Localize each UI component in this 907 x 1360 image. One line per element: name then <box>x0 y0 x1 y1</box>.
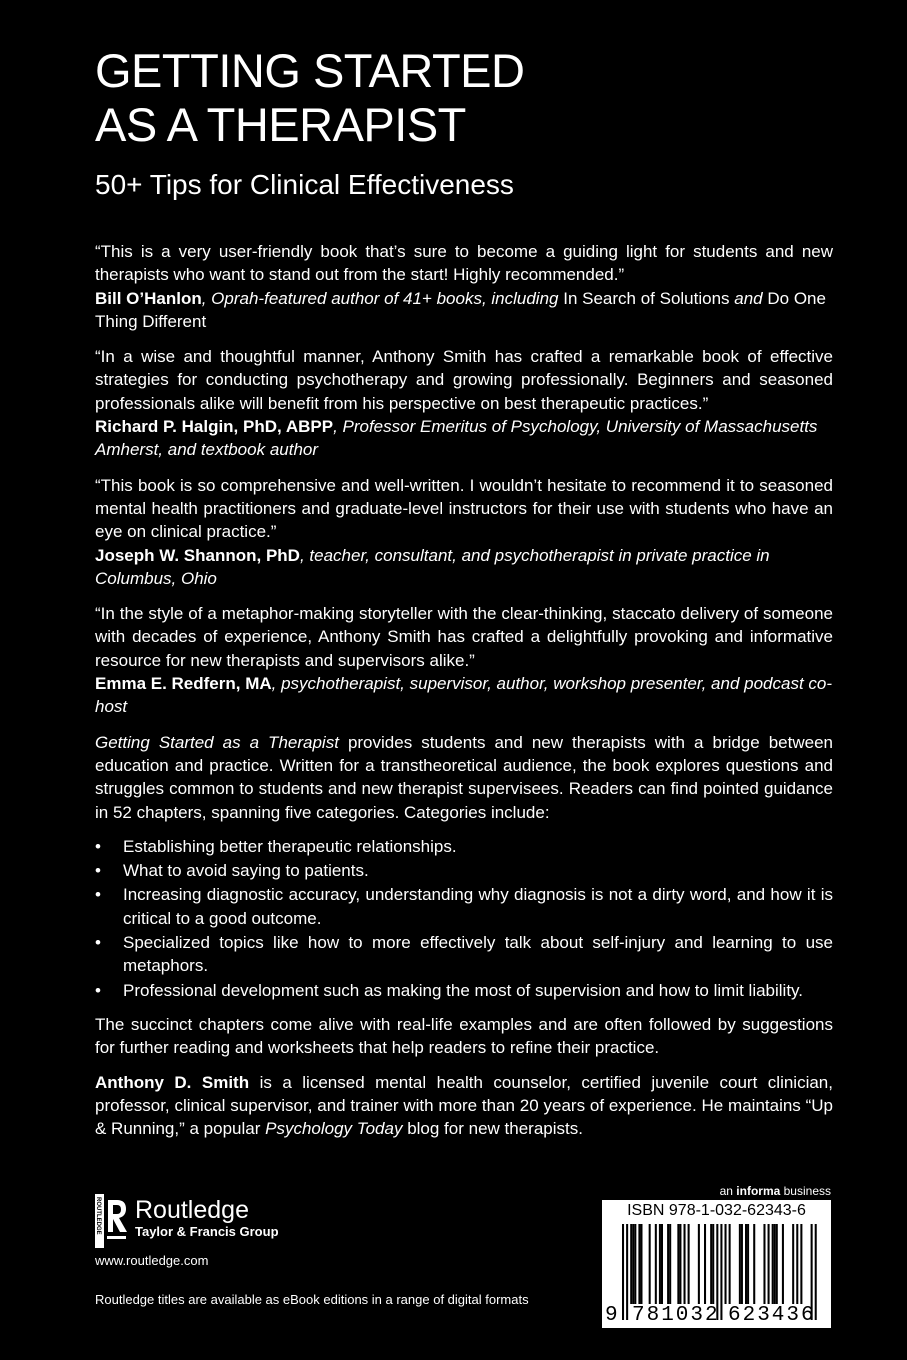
barcode-bar <box>774 1224 776 1304</box>
bullet-icon: • <box>95 980 101 1000</box>
barcode-bar <box>800 1224 802 1304</box>
barcode-digits-group-2: 623436 <box>728 1304 816 1327</box>
endorsement-attribution-2 <box>95 415 833 462</box>
endorser-book-2: Do One Thing Different <box>95 288 826 331</box>
barcode-bar <box>796 1224 798 1304</box>
publisher-website: www.routledge.com <box>95 1253 209 1268</box>
barcode-digits-group-1: 781032 <box>632 1304 720 1327</box>
barcode-bar <box>729 1224 731 1304</box>
list-item <box>95 835 833 858</box>
endorsement-quote-4: “In the style of a metaphor-making storyteller with the clear-thinking, staccato delivery of someone with decades of experience, Anthony Smith has crafted a delightfully provoking and informative resource for new therapists and supervisors alike.” <box>95 604 833 670</box>
publisher-group: Taylor & Francis Group <box>135 1224 279 1239</box>
barcode-bar <box>638 1224 640 1304</box>
publisher-logo <box>95 1194 279 1248</box>
isbn-label: ISBN 978-1-032-62343-6 <box>627 1202 806 1219</box>
endorser-role-1: , Oprah-featured author of 41+ books, including <box>201 288 564 308</box>
author-name: Anthony D. Smith <box>95 1072 250 1092</box>
barcode-bar <box>745 1224 747 1304</box>
barcode-bar <box>698 1224 700 1304</box>
endorser-role-3: , teacher, consultant, and psychotherapist in private practice in Columbus, Ohio <box>95 545 770 588</box>
barcode-bar <box>753 1224 755 1304</box>
ebook-note: Routledge titles are available as eBook editions in a range of digital formats <box>95 1292 529 1307</box>
barcode-bar <box>710 1224 712 1304</box>
category-list <box>95 835 833 1002</box>
barcode-bar <box>688 1224 690 1304</box>
book-description <box>95 731 833 824</box>
endorsement-attribution-3 <box>95 544 833 591</box>
title-line-2: AS A THERAPIST <box>95 98 466 151</box>
barcode-bar <box>792 1224 794 1304</box>
barcode-bar <box>661 1224 663 1304</box>
informa-prefix: an <box>719 1184 737 1198</box>
endorser-book-1: In Search of Solutions <box>563 288 730 308</box>
book-title <box>95 44 524 152</box>
barcode-bar <box>782 1224 784 1304</box>
author-bio-text-2: blog for new therapists. <box>402 1119 583 1139</box>
informa-line <box>720 1184 831 1198</box>
list-item <box>95 883 833 930</box>
barcode-bar <box>776 1224 778 1304</box>
barcode-bar <box>669 1224 671 1304</box>
author-bio <box>95 1071 833 1141</box>
barcode-digit-lead: 9 <box>605 1304 618 1327</box>
barcode-bar <box>763 1224 765 1304</box>
endorser-role-2: , Professor Emeritus of Psychology, University of Massachusetts Amherst, and textbook author <box>95 417 818 460</box>
list-item-text: What to avoid saying to patients. <box>123 861 369 881</box>
cover-copy <box>95 240 833 1151</box>
barcode-bar <box>679 1224 681 1304</box>
isbn-barcode <box>602 1200 831 1328</box>
barcode-bar <box>630 1224 632 1304</box>
bullet-icon: • <box>95 885 101 905</box>
barcode-digits <box>602 1304 831 1326</box>
endorser-name-1: Bill O’Hanlon <box>95 288 202 308</box>
barcode-bar <box>684 1224 686 1304</box>
list-item-text: Professional development such as making the most of supervision and how to limit liability. <box>123 980 804 1000</box>
endorser-name-4: Emma E. Redfern, MA <box>95 674 272 694</box>
barcode-bar <box>704 1224 706 1304</box>
author-bio-text-1: is a licensed mental health counselor, certified juvenile court clinician, professor, clinical supervisor, and trainer with more than 20 years of experience. He maintains “Up & Running,” a popular <box>95 1072 833 1139</box>
description-text: provides students and new therapists with a bridge between education and practice. Written for a transtheoretical audience, the book explores questions and struggles common to students and new therapist supervisees. Readers can find pointed guidance in 52 chapters, spanning five categories. Categories include: <box>95 732 833 822</box>
barcode-bar <box>712 1224 714 1304</box>
list-item <box>95 859 833 882</box>
barcode-bar <box>659 1224 661 1304</box>
list-item <box>95 931 833 978</box>
endorser-and: and <box>729 288 768 308</box>
book-subtitle: 50+ Tips for Clinical Effectiveness <box>95 169 514 200</box>
barcode-bar <box>741 1224 743 1304</box>
endorsement-attribution-4 <box>95 672 833 719</box>
routledge-logo-icon <box>95 1194 129 1248</box>
closing-paragraph: The succinct chapters come alive with real-life examples and are often followed by suggestions for further reading and worksheets that help readers to refine their practice. <box>95 1014 833 1058</box>
list-item-text: Specialized topics like how to more effectively talk about self-injury and learning to use metaphors. <box>123 933 833 976</box>
barcode-bar <box>655 1224 657 1304</box>
title-line-1: GETTING STARTED <box>95 44 525 97</box>
barcode-bar <box>725 1224 727 1304</box>
list-item-text: Establishing better therapeutic relationships. <box>123 836 457 856</box>
bullet-icon: • <box>95 836 101 856</box>
endorsement-quote-3: “This book is so comprehensive and well-written. I wouldn’t hesitate to recommend it to seasoned mental health practitioners and graduate-level instructors for their use with students who have an eye on clinical practice.” <box>95 475 833 542</box>
list-item-text: Increasing diagnostic accuracy, understanding why diagnosis is not a dirty word, and how it is critical to a good outcome. <box>123 885 833 928</box>
publisher-name: Routledge <box>135 1196 249 1224</box>
endorser-name-2: Richard P. Halgin, PhD, ABPP <box>95 417 334 437</box>
barcode-bar <box>634 1224 636 1304</box>
endorsement-attribution-1 <box>95 287 833 334</box>
bullet-icon: • <box>95 861 101 881</box>
description-book-title: Getting Started as a Therapist <box>95 732 339 752</box>
list-item <box>95 979 833 1002</box>
barcode-bar <box>667 1224 669 1304</box>
endorsement-quote-1: “This is a very user-friendly book that’s sure to become a guiding light for students and new therapists who want to stand out from the start! Highly recommended.” <box>95 242 833 285</box>
informa-brand: informa <box>736 1184 781 1198</box>
barcode-bar <box>768 1224 770 1304</box>
barcode-bar <box>747 1224 749 1304</box>
bullet-icon: • <box>95 933 101 953</box>
logo-spine-text: ROUTLEDGE <box>95 1197 102 1235</box>
endorser-name-3: Joseph W. Shannon, PhD <box>95 545 300 565</box>
endorser-role-4: , psychotherapist, supervisor, author, workshop presenter, and podcast co-host <box>95 674 833 717</box>
endorsement-quote-2: “In a wise and thoughtful manner, Anthony Smith has crafted a remarkable book of effective strategies for conducting psychotherapy and growing professionally. Beginners and seasoned professionals alike will benefit from his perspective on best therapeutic practices.” <box>95 347 833 413</box>
barcode-bar <box>640 1224 642 1304</box>
barcode-bar <box>772 1224 774 1304</box>
barcode-bar <box>677 1224 679 1304</box>
author-publication: Psychology Today <box>265 1119 403 1139</box>
barcode-bar <box>649 1224 651 1304</box>
informa-suffix: business <box>780 1184 831 1198</box>
barcode-bar <box>632 1224 634 1304</box>
barcode-bar <box>739 1224 741 1304</box>
